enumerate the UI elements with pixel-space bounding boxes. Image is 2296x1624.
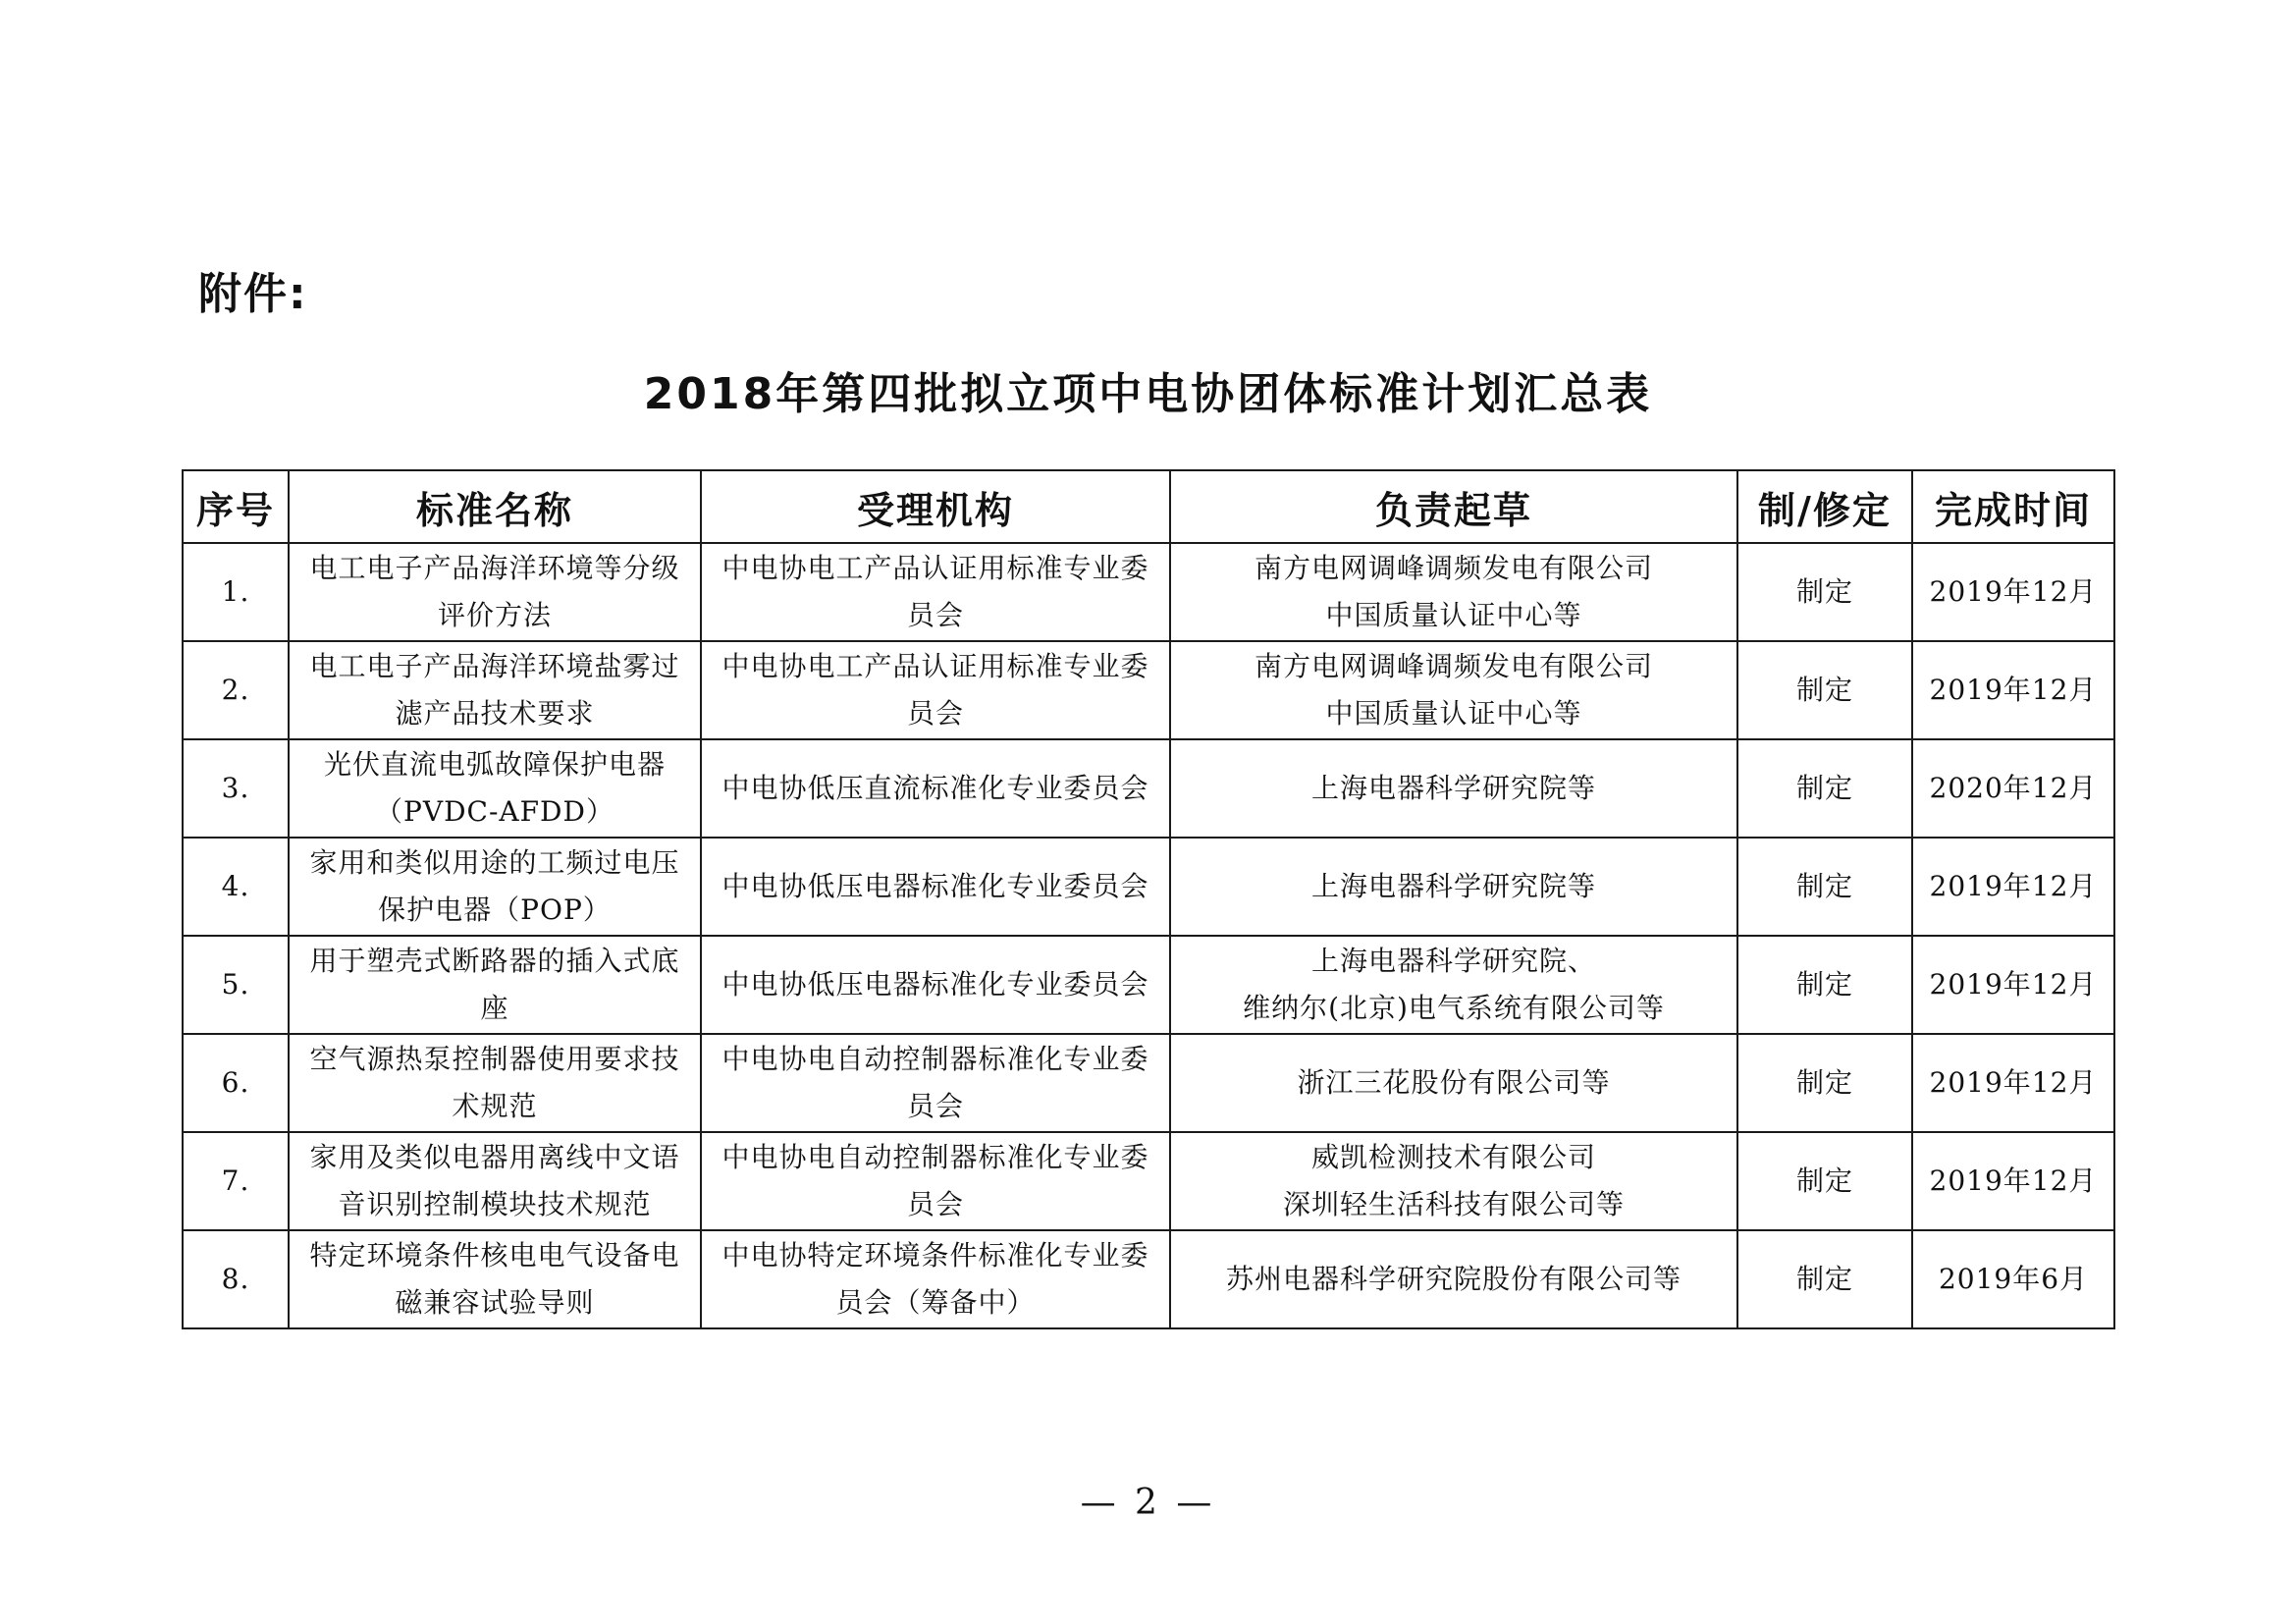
cell-line: 光伏直流电弧故障保护电器: [323, 748, 666, 781]
cell-line: 上海电器科学研究院等: [1310, 870, 1596, 902]
cell-accepting-organization: [701, 838, 1170, 936]
cell-line: 中电协特定环境条件标准化专业委: [721, 1239, 1149, 1272]
table-row: [183, 1230, 2114, 1328]
cell-line: 用于塑壳式断路器的插入式底: [309, 945, 680, 977]
cell-line: 电工电子产品海洋环境盐雾过: [309, 650, 680, 682]
cell-standard-name: [289, 739, 701, 838]
cell-completion-time: 2020年12月: [1912, 739, 2114, 838]
cell-line: 员会（筹备中）: [835, 1286, 1036, 1319]
cell-serial-number: 7.: [183, 1132, 289, 1230]
cell-line: 中电协电工产品认证用标准专业委: [721, 650, 1149, 682]
cell-line: 威凯检测技术有限公司: [1310, 1141, 1596, 1173]
cell-drafting-units: [1170, 641, 1737, 739]
cell-standard-name: [289, 641, 701, 739]
cell-revision-type: 制定: [1737, 543, 1912, 641]
cell-line: 术规范: [452, 1090, 538, 1122]
cell-serial-number: 2.: [183, 641, 289, 739]
cell-line: 员会: [906, 599, 964, 631]
cell-line: 中电协低压电器标准化专业委员会: [721, 968, 1149, 1001]
attachment-label: 附件:: [198, 269, 308, 319]
cell-accepting-organization: [701, 1230, 1170, 1328]
cell-line: 滤产品技术要求: [395, 697, 595, 730]
cell-line: 保护电器（POP）: [378, 893, 612, 926]
page-title: 2018年第四批拟立项中电协团体标准计划汇总表: [643, 369, 1653, 419]
cell-line: 中电协低压直流标准化专业委员会: [721, 772, 1149, 804]
cell-line: 家用及类似电器用离线中文语: [309, 1141, 680, 1173]
cell-completion-time: 2019年6月: [1912, 1230, 2114, 1328]
cell-serial-number: 6.: [183, 1034, 289, 1132]
cell-drafting-units: [1170, 838, 1737, 936]
cell-standard-name: [289, 1230, 701, 1328]
cell-line: 座: [480, 992, 509, 1024]
table-row: [183, 543, 2114, 641]
cell-line: 评价方法: [437, 599, 552, 631]
cell-revision-type: 制定: [1737, 641, 1912, 739]
cell-line: 上海电器科学研究院等: [1310, 772, 1596, 804]
cell-revision-type: 制定: [1737, 936, 1912, 1034]
cell-line: 员会: [906, 1090, 964, 1122]
cell-line: （PVDC-AFDD）: [375, 795, 614, 828]
table-row: [183, 1034, 2114, 1132]
standards-plan-table: [182, 469, 2115, 1329]
cell-completion-time: 2019年12月: [1912, 543, 2114, 641]
cell-line: 维纳尔(北京)电气系统有限公司等: [1243, 992, 1665, 1024]
cell-drafting-units: [1170, 936, 1737, 1034]
cell-line: 浙江三花股份有限公司等: [1297, 1066, 1611, 1099]
cell-drafting-units: [1170, 1132, 1737, 1230]
cell-completion-time: 2019年12月: [1912, 641, 2114, 739]
cell-completion-time: 2019年12月: [1912, 1132, 2114, 1230]
cell-line: 电工电子产品海洋环境等分级: [309, 552, 680, 584]
cell-revision-type: 制定: [1737, 1034, 1912, 1132]
cell-drafting-units: [1170, 543, 1737, 641]
cell-revision-type: 制定: [1737, 1132, 1912, 1230]
cell-serial-number: 5.: [183, 936, 289, 1034]
cell-revision-type: 制定: [1737, 1230, 1912, 1328]
cell-line: 深圳轻生活科技有限公司等: [1282, 1188, 1625, 1220]
cell-drafting-units: [1170, 1230, 1737, 1328]
cell-serial-number: 1.: [183, 543, 289, 641]
cell-serial-number: 3.: [183, 739, 289, 838]
page-number: — 2 —: [1080, 1483, 1216, 1523]
cell-accepting-organization: [701, 1132, 1170, 1230]
cell-line: 特定环境条件核电电气设备电: [309, 1239, 680, 1272]
cell-line: 南方电网调峰调频发电有限公司: [1254, 552, 1653, 584]
cell-line: 员会: [906, 697, 964, 730]
table-row: [183, 641, 2114, 739]
cell-line: 音识别控制模块技术规范: [338, 1188, 652, 1220]
cell-standard-name: [289, 1132, 701, 1230]
table-row: [183, 739, 2114, 838]
table-row: [183, 838, 2114, 936]
cell-line: 上海电器科学研究院、: [1310, 945, 1596, 977]
cell-line: 中电协低压电器标准化专业委员会: [721, 870, 1149, 902]
cell-drafting-units: [1170, 1034, 1737, 1132]
cell-standard-name: [289, 1034, 701, 1132]
cell-revision-type: 制定: [1737, 739, 1912, 838]
table-row: [183, 936, 2114, 1034]
cell-line: 空气源热泵控制器使用要求技: [309, 1043, 680, 1075]
cell-line: 磁兼容试验导则: [395, 1286, 595, 1319]
cell-line: 南方电网调峰调频发电有限公司: [1254, 650, 1653, 682]
cell-line: 中电协电自动控制器标准化专业委: [721, 1141, 1149, 1173]
header-completion-time: 完成时间: [1912, 470, 2114, 543]
cell-line: 中电协电自动控制器标准化专业委: [721, 1043, 1149, 1075]
header-standard-name: 标准名称: [289, 470, 701, 543]
header-revision-type: 制/修定: [1737, 470, 1912, 543]
cell-line: 中国质量认证中心等: [1325, 697, 1582, 730]
table-row: [183, 1132, 2114, 1230]
cell-standard-name: [289, 543, 701, 641]
header-accepting-organization: 受理机构: [701, 470, 1170, 543]
header-serial-number: 序号: [183, 470, 289, 543]
cell-line: 中电协电工产品认证用标准专业委: [721, 552, 1149, 584]
cell-completion-time: 2019年12月: [1912, 1034, 2114, 1132]
cell-accepting-organization: [701, 1034, 1170, 1132]
cell-accepting-organization: [701, 641, 1170, 739]
cell-line: 家用和类似用途的工频过电压: [309, 846, 680, 879]
cell-completion-time: 2019年12月: [1912, 936, 2114, 1034]
cell-serial-number: 4.: [183, 838, 289, 936]
cell-drafting-units: [1170, 739, 1737, 838]
cell-standard-name: [289, 936, 701, 1034]
cell-accepting-organization: [701, 739, 1170, 838]
cell-completion-time: 2019年12月: [1912, 838, 2114, 936]
cell-line: 员会: [906, 1188, 964, 1220]
table-header-row: [183, 470, 2114, 543]
cell-line: 中国质量认证中心等: [1325, 599, 1582, 631]
header-drafting-units: 负责起草: [1170, 470, 1737, 543]
cell-standard-name: [289, 838, 701, 936]
cell-accepting-organization: [701, 543, 1170, 641]
cell-accepting-organization: [701, 936, 1170, 1034]
cell-line: 苏州电器科学研究院股份有限公司等: [1225, 1263, 1682, 1295]
cell-revision-type: 制定: [1737, 838, 1912, 936]
cell-serial-number: 8.: [183, 1230, 289, 1328]
